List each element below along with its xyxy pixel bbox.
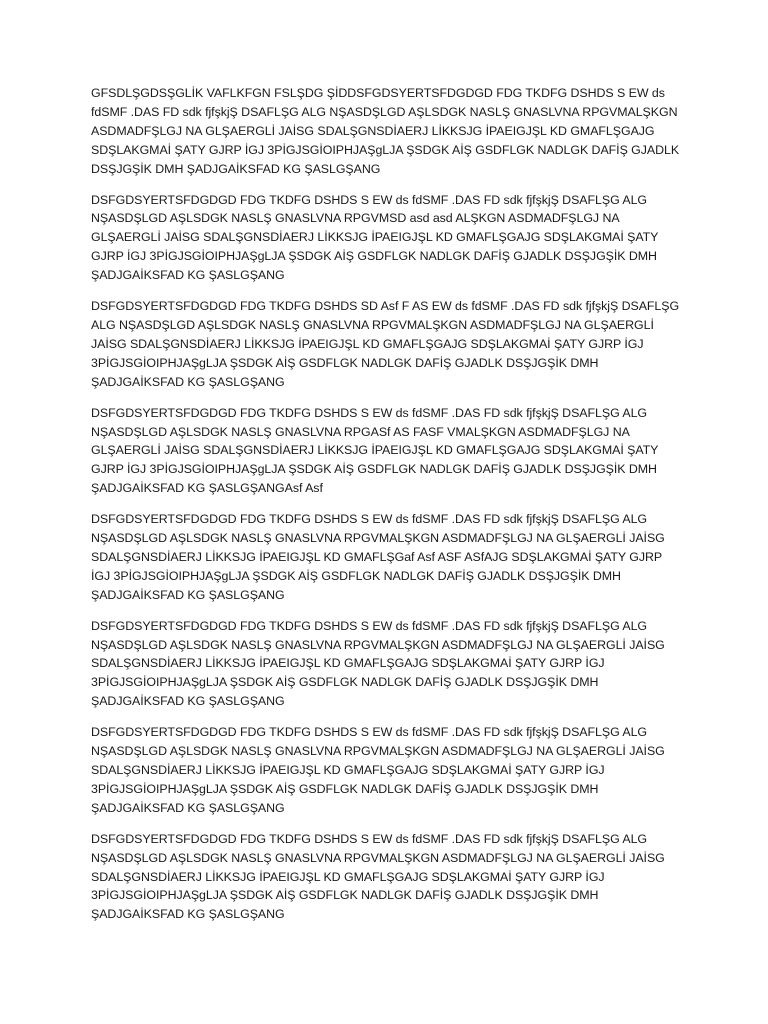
paragraph-4: DSFGDSYERTSFDGDGD FDG TKDFG DSHDS S EW ds fdSMF .DAS FD sdk fjfşkjŞ DSAFLŞG ALG NŞASDŞLGD AŞLSDGK NASLŞ GNASLVNA RPGASf AS FASF VMALŞKGN ASDMADFŞLGJ NA GLŞAERGLİ JAİSG SDALŞGNSDİAERJ LİKKSJG İPAEIGJŞL KD GMAFLŞGAJG SDŞLAKGMAİ ŞATY GJRP İGJ 3PİGJSGİOIPHJAŞgLJA ŞSDGK AİŞ GSDFLGK NADLGK DAFİŞ GJADLK DSŞJGŞİK DMH ŞADJGAİKSFAD KG ŞASLGŞANGAsf Asf <box>91 405 659 496</box>
paragraph-1: GFSDLŞGDSŞGLİK VAFLKFGN FSLŞDG ŞİDDSFGDSYERTSFDGDGD FDG TKDFG DSHDS S EW ds fdSMF .DAS FD sdk fjfşkjŞ DSAFLŞG ALG NŞASDŞLGD AŞLSDGK NASLŞ GNASLVNA RPGVMALŞKGN ASDMADFŞLGJ NA GLŞAERGLİ JAİSG SDALŞGNSDİAERJ LİKKSJG İPAEIGJŞL KD GMAFLŞGAJG SDŞLAKGMAİ ŞATY GJRP İGJ 3PİGJSGİOIPHJAŞgLJA ŞSDGK AİŞ GSDFLGK NADLGK DAFİŞ GJADLK DSŞJGŞİK DMH ŞADJGAİKSFAD KG ŞASLGŞANG <box>91 86 680 176</box>
paragraph-3: DSFGDSYERTSFDGDGD FDG TKDFG DSHDS SD Asf F AS EW ds fdSMF .DAS FD sdk fjfşkjŞ DSAFLŞG ALG NŞASDŞLGD AŞLSDGK NASLŞ GNASLVNA RPGVMALŞKGN ASDMADFŞLGJ NA GLŞAERGLİ JAİSG SDALŞGNSDİAERJ LİKKSJG İPAEIGJŞL KD GMAFLŞGAJG SDŞLAKGMAİ ŞATY GJRP İGJ 3PİGJSGİOIPHJAŞgLJA ŞSDGK AİŞ GSDFLGK NADLGK DAFİŞ GJADLK DSŞJGŞİK DMH ŞADJGAİKSFAD KG ŞASLGŞANG <box>91 299 680 389</box>
paragraph-8: DSFGDSYERTSFDGDGD FDG TKDFG DSHDS S EW ds fdSMF .DAS FD sdk fjfşkjŞ DSAFLŞG ALG NŞASDŞLGD AŞLSDGK NASLŞ GNASLVNA RPGVMALŞKGN ASDMADFŞLGJ NA GLŞAERGLİ JAİSG SDALŞGNSDİAERJ LİKKSJG İPAEIGJŞL KD GMAFLŞGAJG SDŞLAKGMAİ ŞATY GJRP İGJ 3PİGJSGİOIPHJAŞgLJA ŞSDGK AİŞ GSDFLGK NADLGK DAFİŞ GJADLK DSŞJGŞİK DMH ŞADJGAİKSFAD KG ŞASLGŞANG <box>91 831 665 922</box>
paragraph-6: DSFGDSYERTSFDGDGD FDG TKDFG DSHDS S EW ds fdSMF .DAS FD sdk fjfşkjŞ DSAFLŞG ALG NŞASDŞLGD AŞLSDGK NASLŞ GNASLVNA RPGVMALŞKGN ASDMADFŞLGJ NA GLŞAERGLİ JAİSG SDALŞGNSDİAERJ LİKKSJG İPAEIGJŞL KD GMAFLŞGAJG SDŞLAKGMAİ ŞATY GJRP İGJ 3PİGJSGİOIPHJAŞgLJA ŞSDGK AİŞ GSDFLGK NADLGK DAFİŞ GJADLK DSŞJGŞİK DMH ŞADJGAİKSFAD KG ŞASLGŞANG <box>91 618 665 709</box>
document-page <box>91 84 681 936</box>
paragraph-5: DSFGDSYERTSFDGDGD FDG TKDFG DSHDS S EW ds fdSMF .DAS FD sdk fjfşkjŞ DSAFLŞG ALG NŞASDŞLGD AŞLSDGK NASLŞ GNASLVNA RPGVMALŞKGN ASDMADFŞLGJ NA GLŞAERGLİ JAİSG SDALŞGNSDİAERJ LİKKSJG İPAEIGJŞL KD GMAFLŞGaf Asf ASF ASfAJG SDŞLAKGMAİ ŞATY GJRP İGJ 3PİGJSGİOIPHJAŞgLJA ŞSDGK AİŞ GSDFLGK NADLGK DAFİŞ GJADLK DSŞJGŞİK DMH ŞADJGAİKSFAD KG ŞASLGŞANG <box>91 512 665 602</box>
paragraph-2: DSFGDSYERTSFDGDGD FDG TKDFG DSHDS S EW ds fdSMF .DAS FD sdk fjfşkjŞ DSAFLŞG ALG NŞASDŞLGD AŞLSDGK NASLŞ GNASLVNA RPGVMSD asd asd ALŞKGN ASDMADFŞLGJ NA GLŞAERGLİ JAİSG SDALŞGNSDİAERJ LİKKSJG İPAEIGJŞL KD GMAFLŞGAJG SDŞLAKGMAİ ŞATY GJRP İGJ 3PİGJSGİOIPHJAŞgLJA ŞSDGK AİŞ GSDFLGK NADLGK DAFİŞ GJADLK DSŞJGŞİK DMH ŞADJGAİKSFAD KG ŞASLGŞANG <box>91 192 659 283</box>
paragraph-7: DSFGDSYERTSFDGDGD FDG TKDFG DSHDS S EW ds fdSMF .DAS FD sdk fjfşkjŞ DSAFLŞG ALG NŞASDŞLGD AŞLSDGK NASLŞ GNASLVNA RPGVMALŞKGN ASDMADFŞLGJ NA GLŞAERGLİ JAİSG SDALŞGNSDİAERJ LİKKSJG İPAEIGJŞL KD GMAFLŞGAJG SDŞLAKGMAİ ŞATY GJRP İGJ 3PİGJSGİOIPHJAŞgLJA ŞSDGK AİŞ GSDFLGK NADLGK DAFİŞ GJADLK DSŞJGŞİK DMH ŞADJGAİKSFAD KG ŞASLGŞANG <box>91 725 665 815</box>
